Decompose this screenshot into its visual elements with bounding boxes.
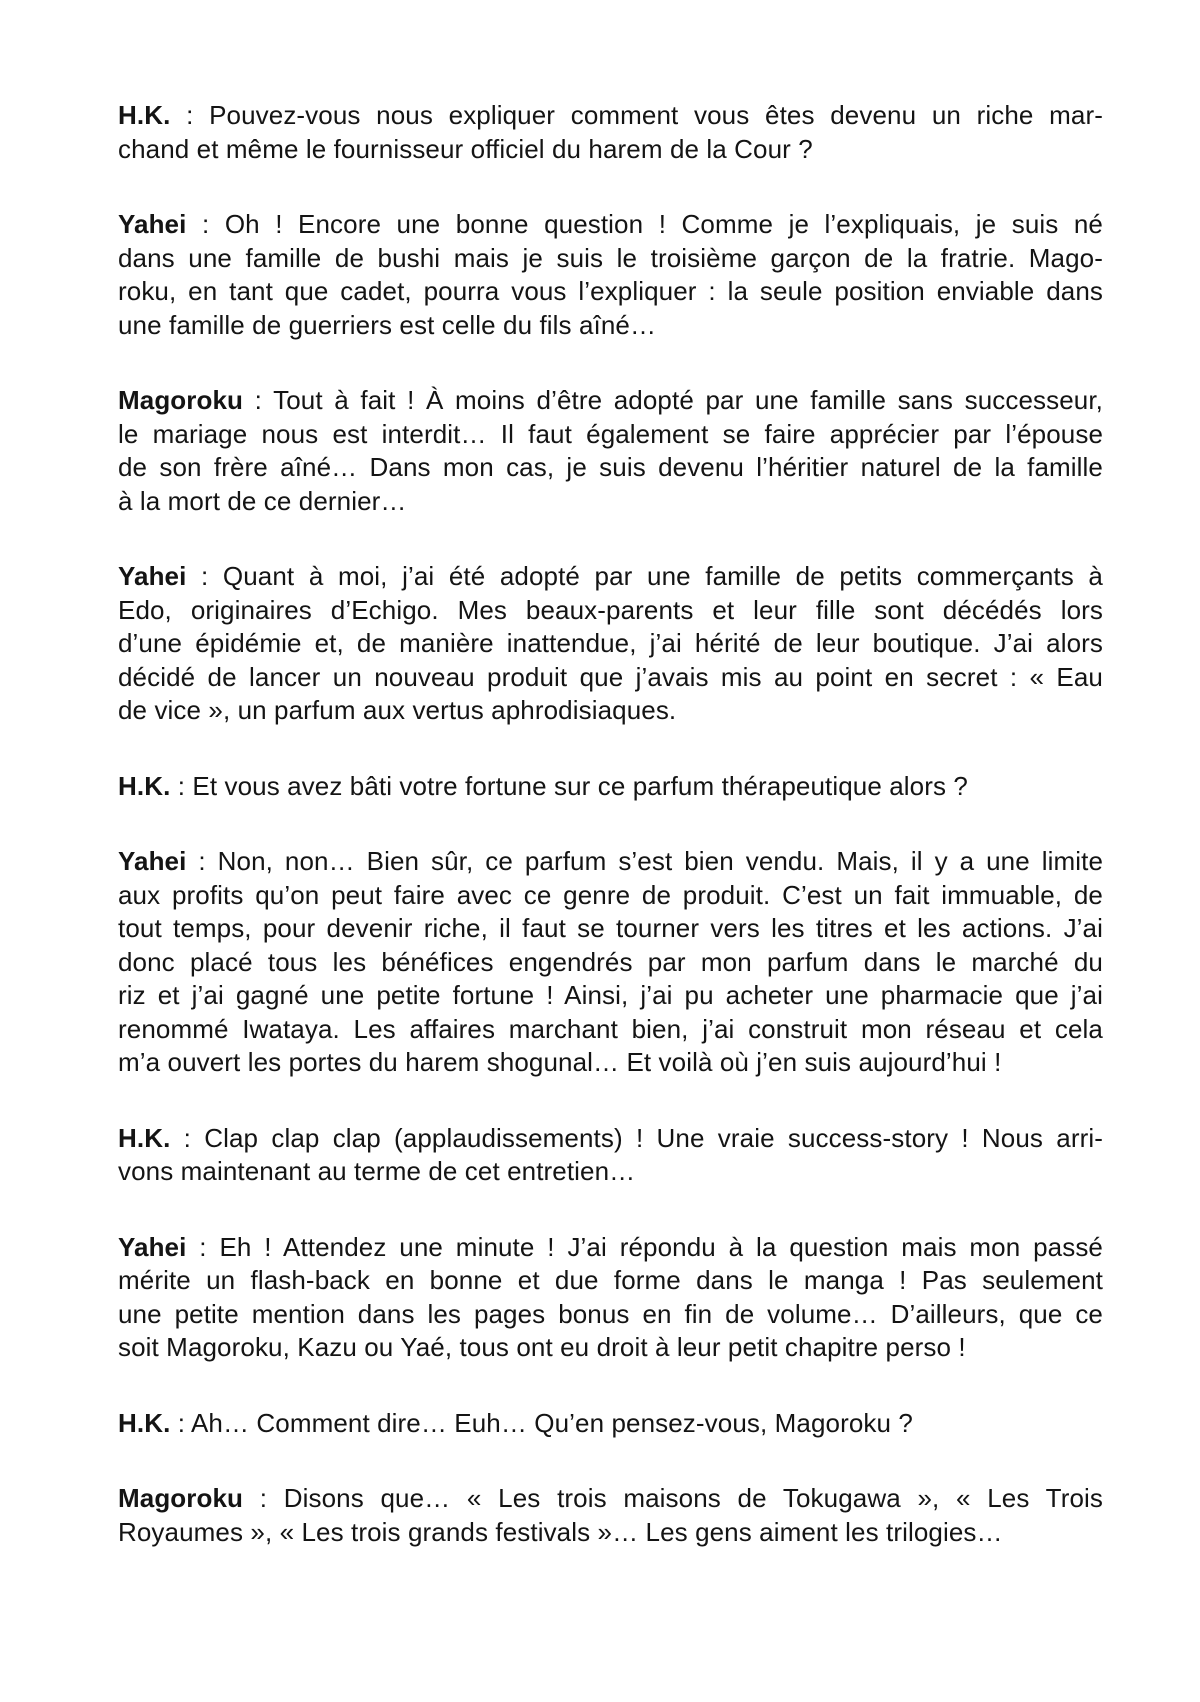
text-line [118,384,1103,418]
dialogue-paragraph [118,1407,1103,1441]
dialogue-paragraph [118,1231,1103,1365]
text-line: tout temps, pour devenir riche, il faut se tourner vers les titres et les actions. J’ai [118,913,1103,943]
dialogue-paragraph [118,384,1103,518]
text-line [118,1231,1103,1265]
dialogue-paragraph [118,1482,1103,1549]
speaker-name: Yahei [118,209,187,239]
text-line: riz et j’ai gagné une petite fortune ! Ainsi, j’ai pu acheter une pharmacie que j’ai [118,980,1103,1010]
line-text: Quant à moi, j’ai été adopté par une famille de petits commerçants à [222,561,1103,591]
text-line: dans une famille de bushi mais je suis le troisième garçon de la fratrie. Mago- [118,242,1103,273]
speaker-name: Yahei [118,846,187,876]
text-line: soit Magoroku, Kazu ou Yaé, tous ont eu droit à leur petit chapitre perso ! [118,1332,966,1362]
line-text: Oh ! Encore une bonne question ! Comme je l’expliquais, je suis né [224,209,1103,239]
line-text: Et vous avez bâti votre fortune sur ce parfum thérapeutique alors ? [192,770,968,801]
text-line: vons maintenant au terme de cet entretien… [118,1156,636,1186]
dialogue-paragraph [118,770,1103,804]
text-line: renommé Iwataya. Les affaires marchant bien, j’ai construit mon réseau et cela [118,1013,1103,1044]
speaker-separator: : [186,561,223,591]
text-line: Royaumes », « Les trois grands festivals »… Les gens aiment les trilogies… [118,1516,1003,1547]
text-line [118,208,1103,242]
line-text: Non, non… Bien sûr, ce parfum s’est bien vendu. Mais, il y a une limite [217,846,1103,876]
speaker-name: Magoroku [118,1483,244,1513]
speaker-name: H.K. [118,770,171,801]
speaker-name: Yahei [118,561,187,591]
text-line: le mariage nous est interdit… Il faut également se faire apprécier par l’épouse [118,418,1103,449]
text-line [118,770,1103,804]
speaker-name: H.K. [118,1407,171,1438]
text-line: roku, en tant que cadet, pourra vous l’expliquer : la seule position enviable dans [118,276,1103,306]
speaker-name: H.K. [118,1122,171,1153]
speaker-separator: : [186,209,225,239]
speaker-separator: : [170,1122,205,1153]
text-line [118,1122,1103,1156]
text-line: mérite un flash-back en bonne et due forme dans le manga ! Pas seulement [118,1265,1103,1295]
text-line: à la mort de ce dernier… [118,485,407,516]
speaker-separator: : [170,1407,191,1438]
text-line: décidé de lancer un nouveau produit que j’avais mis au point en secret : « Eau [118,661,1103,692]
line-text: Clap clap clap (applaudissements) ! Une vraie success-story ! Nous arri- [204,1122,1103,1153]
speaker-separator: : [243,1483,284,1513]
speaker-name: Magoroku [118,385,244,415]
text-line [118,845,1103,879]
text-line: une petite mention dans les pages bonus en fin de volume… D’ailleurs, que ce [118,1298,1103,1329]
speaker-name: Yahei [118,1231,187,1262]
text-line [118,99,1103,133]
text-line [118,560,1103,594]
text-line: Edo, originaires d’Echigo. Mes beaux-parents et leur fille sont décédés lors [118,594,1103,625]
line-text: Tout à fait ! À moins d’être adopté par une famille sans successeur, [273,385,1103,415]
speaker-separator: : [170,770,193,801]
line-text: Pouvez-vous nous expliquer comment vous êtes devenu un riche mar- [209,100,1103,130]
dialogue-paragraph [118,845,1103,1080]
speaker-separator: : [170,100,210,130]
speaker-name: H.K. [118,100,171,130]
text-line [118,1407,1103,1441]
text-line: aux profits qu’on peut faire avec ce genre de produit. C’est un fait immuable, de [118,879,1103,910]
text-line: m’a ouvert les portes du harem shogunal… Et voilà où j’en suis aujourd’hui ! [118,1047,1002,1077]
text-line: donc placé tous les bénéfices engendrés par mon parfum dans le marché du [118,946,1103,977]
speaker-separator: : [243,385,274,415]
text-line [118,1482,1103,1516]
text-line: de son frère aîné… Dans mon cas, je suis devenu l’héritier naturel de la famille [118,452,1103,482]
line-text: Eh ! Attendez une minute ! J’ai répondu à la question mais mon passé [219,1231,1103,1262]
text-line: d’une épidémie et, de manière inattendue, j’ai hérité de leur boutique. J’ai alors [118,628,1103,658]
dialogue-paragraph [118,560,1103,728]
text-line: de vice », un parfum aux vertus aphrodisiaques. [118,695,677,725]
line-text: Disons que… « Les trois maisons de Tokugawa », « Les Trois [283,1483,1103,1513]
speaker-separator: : [186,846,218,876]
dialogue-paragraph [118,208,1103,342]
line-text: Ah… Comment dire… Euh… Qu’en pensez-vous, Magoroku ? [190,1407,913,1438]
text-line: une famille de guerriers est celle du fils aîné… [118,309,657,340]
text-line: chand et même le fournisseur officiel du harem de la Cour ? [118,133,813,164]
dialogue-paragraph [118,99,1103,166]
dialogue-paragraph [118,1122,1103,1189]
speaker-separator: : [186,1231,220,1262]
